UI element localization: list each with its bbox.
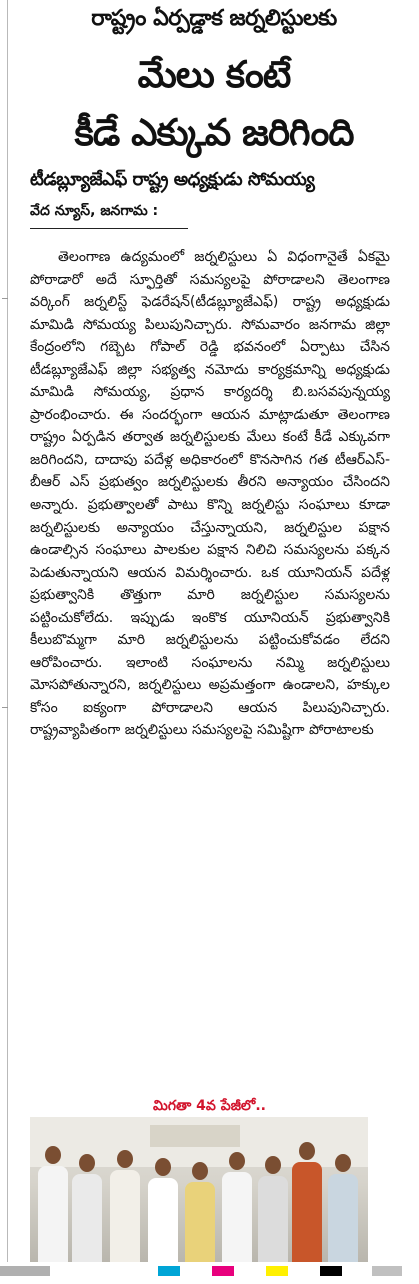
photo-person	[292, 1142, 322, 1262]
group-photo	[30, 1117, 368, 1262]
photo-person	[110, 1150, 140, 1262]
photo-person	[148, 1158, 178, 1262]
swatch-yellow	[266, 1266, 288, 1276]
headline-line-2: కీడే ఎక్కువ జరిగింది	[74, 111, 354, 154]
rule-tick	[2, 298, 8, 299]
continued-notice: మిగతా 4వ పేజీలో..	[153, 1098, 266, 1114]
photo-person	[185, 1162, 215, 1262]
photo-person	[328, 1154, 358, 1262]
swatch-cyan	[158, 1266, 180, 1276]
photo-person	[38, 1146, 68, 1262]
photo-person	[258, 1156, 288, 1262]
swatch-gray-2	[372, 1266, 402, 1276]
swatch-black	[320, 1266, 342, 1276]
rule-tick	[2, 707, 8, 708]
photo-banner	[150, 1125, 240, 1147]
photo-person	[72, 1154, 102, 1262]
headline-line-1: మేలు కంటే	[137, 53, 291, 96]
column-rule	[7, 0, 8, 1262]
swatch-gray	[0, 1266, 50, 1276]
swatch-magenta	[212, 1266, 234, 1276]
subheadline: టీడబ్ల్యూజేఎఫ్ రాష్ట్ర అధ్యక్షుడు సోమయ్య	[30, 169, 315, 190]
photo-person	[222, 1152, 252, 1262]
dateline: వేద న్యూస్, జనగామ :	[30, 203, 188, 229]
article-body: తెలంగాణ ఉద్యమంలో జర్నలిస్టులు ఏ విధంగానైతే ఏకమై పోరాడారో అదే స్ఫూర్తితో సమస్యలపై పోరాడాలని తెలంగాణ వర్కింగ్ జర్నలిస్ట్ ఫెడరేషన్(టీడబ్ల్యూజేఎఫ్) రాష్ట్ర అధ్యక్షుడు మామిడి సోమయ్య పిలుపునిచ్చారు. సోమవారం జనగామ జిల్లా కేంద్రంలోని గబ్బెట గోపాల్ రెడ్డి భవనంలో ఏర్పాటు చేసిన టీడబ్ల్యూజేఎఫ్ జిల్లా సభ్యత్వ నమోదు కార్యక్రమాన్ని అధ్యక్షుడు మామిడి సోమయ్య, ప్రధాన కార్యదర్శి బి.బసవపున్నయ్య ప్రారంభించారు. ఈ సందర్భంగా ఆయన మాట్లాడుతూ తెలంగాణ రాష్ట్రం ఏర్పడిన తర్వాత జర్నలిస్టులకు మేలు కంటే కీడే ఎక్కువగా జరిగిందని, దాదాపు పదేళ్ల అధికారంలో కొనసాగిన గత టీఆర్ఎస్-బీఆర్ ఎస్ ప్రభుత్వం జర్నలిస్టులకు తీరని అన్యాయం చేసిందని అన్నారు. ప్రభుత్వాలతో పాటు కొన్ని జర్నలిస్టు సంఘాలు కూడా జర్నలిస్టులకు అన్యాయం చేస్తున్నాయని, జర్నలిస్టుల పక్షాన ఉండాల్సిన సంఘాలు పాలకుల పక్షాన నిలిచి సమస్యలను పక్కన పెడుతున్నాయని ఆయన విమర్శించారు. ఒక యూనియన్ పదేళ్ల ప్రభుత్వానికి తొత్తుగా మారి జర్నలిస్టుల సమస్యలను పట్టించుకోలేదు. ఇప్పుడు ఇంకొక యూనియన్ ప్రభుత్వానికి కీలుబొమ్మగా మారి జర్నలిస్టులను పట్టించుకోవడం లేదని ఆరోపించారు. ఇలాంటి సంఘాలను నమ్మి జర్నలిస్టులు మోసపోతున్నారని, జర్నలిస్టులు అప్రమత్తంగా ఉండాలని, హక్కుల కోసం ఐక్యంగా పోరాడాలని ఆయన పిలుపునిచ్చారు. రాష్ట్రవ్యాపితంగా జర్నలిస్టులు సమస్యలపై సమిష్టిగా పోరాటాలకు	[30, 249, 390, 739]
registration-colorbar	[0, 1266, 419, 1284]
kicker: రాష్ట్రం ఏర్పడ్డాక జర్నలిస్టులకు	[91, 6, 337, 31]
